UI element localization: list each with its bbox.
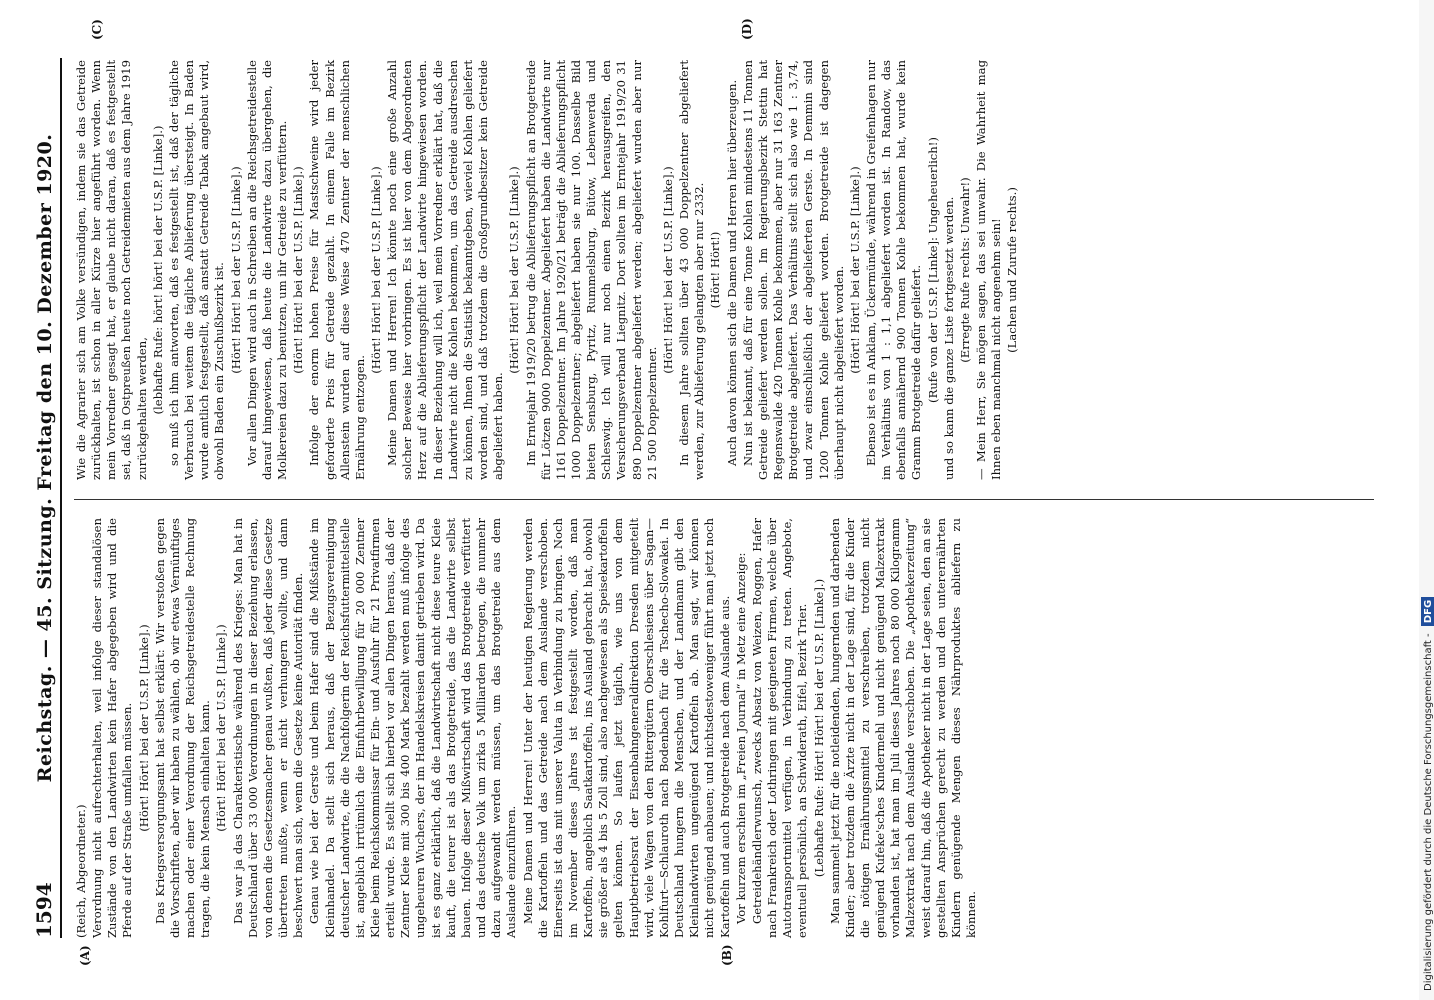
interjection: (Hört! Hört! bei der U.S.P. [Linke].): [507, 166, 522, 374]
paragraph: Auch davon können sich die Damen und Herren hier überzeugen.: [724, 79, 739, 466]
interjection: (Hört! Hört!): [708, 231, 723, 309]
paragraph: Vor kurzem erschien im „Freien Journal“ in Metz eine Anzeige:: [733, 552, 748, 924]
margin-marker-c: (C): [90, 19, 104, 40]
paragraph: Man sammelt jetzt für die notleidenden, hungernden und darbenden Kinder; aber trotzdem die Ärzte nicht in der Lage sind, für die Kinder die nötigen Ernährungsmittel zu verschreiben, trotzdem nicht genügend Kufeke'sches Kindermehl und nicht genügend Malzextrakt vorhanden ist, hat man im Juli dieses Jahres noch 80 000 Kilogramm Malzextrakt nach dem Auslande verschoben. Die „Apothekerzeitung“ weist darauf hin, daß die Apotheker nicht in der Lage seien, den an sie gestellten Ansprüchen gerecht zu werden und den unterernährten Kindern genügende Mengen dieses Nährproduktes abliefern zu können.: [827, 518, 979, 938]
dfg-logo: DFG: [1421, 597, 1434, 626]
interjection: (lebhafte Rufe: hört! hört! bei der U.S.P. [Linke].): [150, 125, 165, 415]
page-number: 1594: [32, 882, 56, 938]
interjection: (Hört! Hört! bei der U.S.P. [Linke].): [214, 624, 229, 832]
page-title: Reichstag. — 45. Sitzung. Freitag den 10. Dezember 1920.: [34, 133, 56, 783]
paragraph: Das Kriegsversorgungsamt hat selbst erklärt: Wir verstoßen gegen die Vorschriften, aber wir haben zu wählen, ob wir etwas Vernünftiges machen oder einer Verordnung der Reichsgetreidestelle Rechnung tragen, die kein Mensch einhalten kann.: [152, 518, 213, 938]
paragraph: so muß ich ihm antworten, daß es festgestellt ist, daß der tägliche Verbrauch bei weitem die tägliche Ablieferung übersteigt. In Baden wurde amtlich festgestellt, daß anstatt Getreide Tabak angebaut wird, obwohl Baden ein Zuschußbezirk ist.: [166, 60, 227, 480]
interjection: (Hört! Hört! bei der U.S.P. [Linke].): [228, 166, 243, 374]
interjection: (Rufe von der U.S.P. [Linke]: Ungeheuerlich!): [925, 137, 940, 403]
interjection: (Hört! Hört! bei der U.S.P. [Linke].): [136, 624, 151, 832]
digitization-credit-text: Digitalisierung gefördert durch die Deutsche Forschungsgemeinschaft -: [1423, 633, 1434, 991]
paragraph: — Mein Herr, Sie mögen sagen, das sei unwahr. Die Wahrheit mag Ihnen eben manchmal nicht angenehm sein!: [974, 60, 1004, 480]
digitization-sidebar: [1419, 0, 1434, 1000]
paragraph: In diesem Jahre sollten über 43 000 Doppelzentner abgeliefert werden, zur Ablieferung gelangten aber nur 2332.: [677, 60, 707, 480]
left-column: [74, 518, 1390, 938]
paragraph: Getreidehändlerwunsch, zwecks Absatz von Weizen, Roggen, Hafer nach Frankreich oder Lothringen mit geeigneten Firmen, welche über Autotransportmittel verfügen, in Verbindung zu treten. Angebote, eventuell persönlich, an Schwiderath, Eifel, Bezirk Trier.: [749, 518, 810, 938]
paragraph: Meine Damen und Herren! Unter der heutigen Regierung werden die Kartoffeln und das Getreide nach dem Auslande verschoben. Einerseits ist das mit unserer Valuta in Verbindung zu bringen. Noch im November dieses Jahres ist festgestellt worden, daß man Kartoffeln, angeblich Saatkartoffeln, ins Ausland gebracht hat, obwohl sie größer als 4 bis 5 Zoll sind, also nachgewiesen als Speisekartoffeln gelten können. So laufen jetzt täglich, wie uns von dem Hauptbetriebsrat der Eisenbahngeneraldirektion Dresden mitgeteilt wird, viele Wagen von den Rittergütern Oberschlesiens über Sagan—Kohlfurt—Schlauroth nach Bodenbach für die Tschecho-Slowakei. In Deutschland hungern die Menschen, und der Landmann gibt den Kleinlandwirten ungenügend Kartoffeln ab. Man sagt, wir können nicht genügend anbauen; und nichtsdestoweniger führt man jetzt noch Kartoffeln und auch Brotgetreide nach dem Auslande aus.: [520, 518, 732, 938]
paragraph: Vor allen Dingen wird auch in Schreiben an die Reichsgetreidestelle darauf hingewiesen, daß heute die Landwirte dazu übergehen, die Molkereien dazu zu benutzen, um ihr Getreide zu verfüttern.: [244, 60, 290, 480]
paragraph: (Reich, Abgeordneter.): [74, 804, 88, 938]
interjection: (Lebhafte Rufe: Hört! Hört! bei der U.S.P. [Linke].): [811, 578, 826, 878]
interjection: (Hört! Hört! bei der U.S.P. [Linke].): [368, 166, 383, 374]
paragraph: Verordnung nicht aufrechterhalten, weil infolge dieser standalösen Zustände von den Landwirten kein Hafer abgegeben wird und die Pferde auf der Straße umfallen müssen.: [90, 518, 135, 938]
paragraph: Meine Damen und Herren! Ich könnte noch eine große Anzahl solcher Beweise hier vorbringen. Es ist hier von dem Abgeordneten Herz auf die Ablieferungspflicht der Landwirte hingewiesen worden. In dieser Beziehung will ich, weil mein Vorredner erklärt hat, daß die Landwirte nicht die Kohlen bekommen, um das Getreide ausdreschen zu können, Ihnen die Statistik bekanntgeben, wieviel Kohlen geliefert worden sind, und daß trotzdem die Großgrundbesitzer kein Getreide abgeliefert haben.: [385, 60, 506, 480]
interjection: (Erregte Rufe rechts: Unwahr!): [957, 177, 972, 363]
interjection: (Lachen und Zurufe rechts.): [1005, 187, 1020, 353]
page-header: [32, 58, 62, 938]
paragraph: Ebenso ist es in Anklam, Ückermünde, während in Greifenhagen nur im Verhältnis von 1 : 1,1 abgeliefert worden ist. In Randow, das ebenfalls annähernd 900 Tonnen Kohle bekommen hat, wurde kein Gramm Brotgetreide dafür geliefert.: [863, 60, 924, 480]
paragraph: Im Erntejahr 1919/20 betrug die Ablieferungspflicht an Brotgetreide für Lötzen 9000 Doppelzentner. Abgeliefert haben die Landwirte nur 1161 Doppelzentner. Im Jahre 1920/21 beträgt die Ablieferungspflicht 1000 Doppelzentner; abgeliefert haben sie nur 100. Dasselbe Bild bieten Sensburg, Pyritz, Rummelsburg, Bütow, Lebenwerda und Schleswig. Ich will nur noch einen Bezirk herausgreifen, den Versicherungsverband Liegnitz. Dort sollten im Erntejahr 1919/20 31 890 Doppelzentner abgeliefert werden; abgeliefert wurden aber nur 21 500 Doppelzentner.: [523, 60, 659, 480]
digitization-credit: [1421, 0, 1434, 995]
paragraph: Wie die Agrarier sich am Volke versündigen, indem sie das Getreide zurückhalten, ist schon in aller Kürze hier angeführt worden. Wenn mein Vorredner gesagt hat, er glaube nicht daran, daß es festgestellt sei, daß in Ostpreußen heute noch Getreidemieten aus dem Jahre 1919 zurückgehalten werden,: [74, 60, 149, 480]
interjection: (Hört! Hört! bei der U.S.P. [Linke].): [847, 166, 862, 374]
margin-marker-a: (A): [78, 945, 92, 966]
right-column: [74, 60, 1390, 480]
margin-marker-b: (B): [720, 944, 734, 966]
paragraph: Infolge der enorm hohen Preise für Mastschweine wird jeder geforderte Preis für Getreide gezahlt. In einem Falle im Bezirk Allenstein wurden auf diese Weise 470 Zentner der menschlichen Ernährung entzogen.: [307, 60, 367, 480]
paragraph: und so kann die ganze Liste fortgesetzt werden.: [941, 196, 956, 480]
paragraph: Das war ja das Charakteristische während des Krieges: Man hat in Deutschland über 33 000 Verordnungen in dieser Beziehung erlassen, von denen die Gesetzesmacher genau wußten, daß jeder diese Gesetze übertreten mußte, wenn er nicht verhungern wollte, und dann beschwert man sich, wenn die Gesetze keine Autorität finden.: [230, 518, 306, 938]
paragraph: Nun ist bekannt, daß für eine Tonne Kohlen mindestens 11 Tonnen Getreide geliefert werden sollen. Im Regierungsbezirk Stettin hat Regenswalde 420 Tonnen Kohle bekommen, aber nur 31 163 Zentner Brotgetreide abgeliefert. Das Verhältnis stellt sich also wie 1 : 3,74, und zwar einschließlich der abgelieferten Gerste. In Demmin sind 1200 Tonnen Kohle geliefert worden. Brotgetreide ist dagegen überhaupt nicht abgeliefert worden.: [740, 60, 846, 480]
interjection: (Hört! Hört! bei der U.S.P. [Linke].): [291, 166, 306, 374]
margin-marker-d: (D): [740, 18, 754, 40]
paragraph: Genau wie bei der Gerste und beim Hafer sind die Mißstände im Kleinhandel. Da stellt sich heraus, daß der Bezugsvereinigung deutscher Landwirte, die die Nachfolgerin der Reichsfuttermittelstelle ist, angeblich irrtümlich die Einfuhrbewilligung für 20 000 Zentner Kleie beim Reichskommissar für Ein- und Ausfuhr für 21 Privatfirmen erteilt wurde. Es stellt sich hierbei vor allen Dingen heraus, daß der Zentner Kleie mit 300 bis 400 Mark bezahlt werden muß infolge des ungeheuren Wuchers, der im Handelskreisen damit getrieben wird. Da ist es ganz erklärlich, daß die Landwirtschaft nicht diese teure Kleie kauft, die teurer ist als das Brotgetreide, das die Landwirte selbst bauen. Infolge dieser Mißwirtschaft wird das Brotgetreide verfüttert und das deutsche Volk um zirka 5 Milliarden betrogen, die nunmehr dazu aufgewandt werden müssen, um das Brotgetreide aus dem Auslande einzuführen.: [307, 518, 519, 938]
interjection: (Hört! Hört! bei der U.S.P. [Linke].): [660, 166, 675, 374]
column-divider: [74, 499, 1374, 500]
